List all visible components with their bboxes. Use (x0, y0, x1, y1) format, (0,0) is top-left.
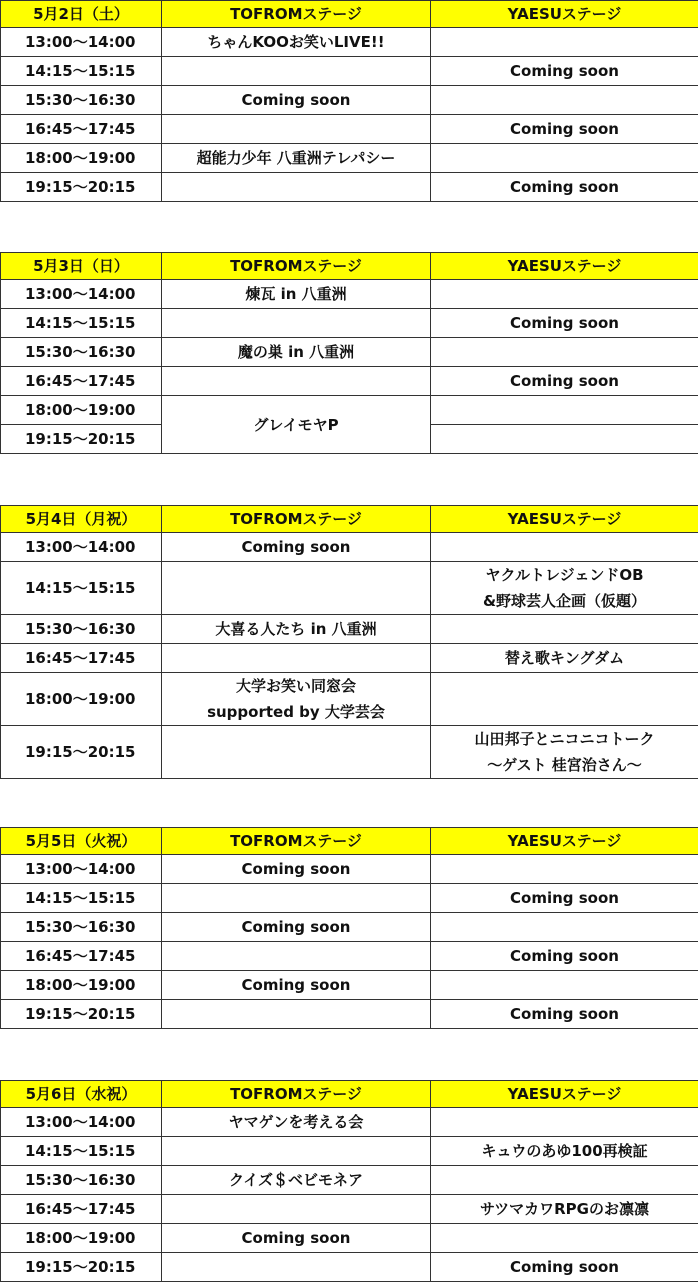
table-row (1, 855, 698, 884)
table-row (1, 1166, 698, 1195)
table-row (1, 115, 698, 144)
yaesu-event-title: Coming soon (431, 943, 698, 969)
tofrom-stage-cell (162, 1166, 431, 1195)
time-slot: 13:00～14:00 (1, 28, 162, 57)
day-schedule-table (0, 827, 698, 1029)
yaesu-event-title: サツマカワRPGのお凛凛 (431, 1196, 698, 1222)
time-slot: 16:45～17:45 (1, 942, 162, 971)
tofrom-stage-header: TOFROMステージ (162, 506, 431, 533)
tofrom-stage-cell (162, 1253, 431, 1282)
tofrom-stage-cell (162, 726, 431, 779)
tofrom-stage-cell (162, 1000, 431, 1029)
yaesu-stage-header: YAESUステージ (431, 1, 698, 28)
table-row (1, 280, 698, 309)
table-row (1, 884, 698, 913)
tofrom-event-title: Coming soon (162, 972, 430, 998)
tofrom-event-title: ちゃんKOOお笑いLIVE!! (162, 29, 430, 55)
table-row (1, 367, 698, 396)
tofrom-stage-cell (162, 971, 431, 1000)
yaesu-event-title: Coming soon (431, 116, 698, 142)
tofrom-stage-cell (162, 144, 431, 173)
table-row (1, 644, 698, 673)
yaesu-stage-header: YAESUステージ (431, 828, 698, 855)
tofrom-event-title: 魔の巣 in 八重洲 (162, 339, 430, 365)
tofrom-event-title: Coming soon (162, 87, 430, 113)
time-slot: 16:45～17:45 (1, 367, 162, 396)
tofrom-event-title: ヤマゲンを考える会 (162, 1109, 430, 1135)
yaesu-stage-cell (431, 533, 698, 562)
yaesu-event-title: &野球芸人企画（仮題） (431, 588, 698, 614)
table-row (1, 1137, 698, 1166)
yaesu-stage-cell (431, 942, 698, 971)
yaesu-stage-header: YAESUステージ (431, 506, 698, 533)
table-row (1, 144, 698, 173)
yaesu-event-title: キュウのあゆ100再検証 (431, 1138, 698, 1164)
time-slot: 13:00～14:00 (1, 280, 162, 309)
yaesu-event-title: Coming soon (431, 58, 698, 84)
time-slot: 14:15～15:15 (1, 309, 162, 338)
time-slot: 14:15～15:15 (1, 57, 162, 86)
yaesu-stage-cell (431, 173, 698, 202)
table-row (1, 309, 698, 338)
yaesu-stage-cell (431, 1195, 698, 1224)
table-row (1, 396, 698, 425)
yaesu-event-title: Coming soon (431, 368, 698, 394)
yaesu-stage-cell (431, 971, 698, 1000)
yaesu-event-title: Coming soon (431, 310, 698, 336)
table-header-row (1, 506, 698, 533)
yaesu-stage-cell (431, 280, 698, 309)
table-row (1, 942, 698, 971)
yaesu-stage-cell (431, 115, 698, 144)
yaesu-stage-header: YAESUステージ (431, 1081, 698, 1108)
yaesu-event-title: Coming soon (431, 885, 698, 911)
tofrom-stage-cell (162, 367, 431, 396)
yaesu-stage-cell (431, 913, 698, 942)
tofrom-event-title: 煉瓦 in 八重洲 (162, 281, 430, 307)
day-schedule-table (0, 1080, 698, 1282)
tofrom-event-title: グレイモヤP (162, 412, 430, 438)
time-slot: 14:15～15:15 (1, 562, 162, 615)
day-schedule-table (0, 0, 698, 202)
table-row (1, 173, 698, 202)
tofrom-stage-cell (162, 1108, 431, 1137)
yaesu-stage-cell (431, 86, 698, 115)
time-slot: 19:15～20:15 (1, 425, 162, 454)
time-slot: 19:15～20:15 (1, 1000, 162, 1029)
table-row (1, 562, 698, 615)
table-row (1, 1000, 698, 1029)
yaesu-stage-cell (431, 1108, 698, 1137)
yaesu-stage-cell (431, 57, 698, 86)
table-row (1, 1253, 698, 1282)
time-slot: 19:15～20:15 (1, 1253, 162, 1282)
table-header-row (1, 828, 698, 855)
yaesu-stage-cell (431, 673, 698, 726)
tofrom-stage-cell (162, 562, 431, 615)
table-header-row (1, 1, 698, 28)
tofrom-event-title: Coming soon (162, 856, 430, 882)
time-slot: 18:00～19:00 (1, 971, 162, 1000)
yaesu-stage-cell (431, 1000, 698, 1029)
yaesu-stage-cell (431, 309, 698, 338)
yaesu-stage-cell (431, 1253, 698, 1282)
tofrom-event-title: クイズ＄ベビモネア (162, 1167, 430, 1193)
time-slot: 19:15～20:15 (1, 173, 162, 202)
tofrom-stage-cell (162, 115, 431, 144)
yaesu-stage-cell (431, 644, 698, 673)
tofrom-stage-header: TOFROMステージ (162, 1, 431, 28)
day-schedule-table (0, 505, 698, 779)
yaesu-stage-cell (431, 338, 698, 367)
table-row (1, 673, 698, 726)
yaesu-stage-cell (431, 1166, 698, 1195)
tofrom-stage-cell (162, 86, 431, 115)
tofrom-stage-header: TOFROMステージ (162, 828, 431, 855)
yaesu-stage-cell (431, 144, 698, 173)
time-slot: 18:00～19:00 (1, 673, 162, 726)
table-row (1, 913, 698, 942)
time-slot: 15:30～16:30 (1, 913, 162, 942)
yaesu-event-title: Coming soon (431, 1001, 698, 1027)
time-slot: 16:45～17:45 (1, 1195, 162, 1224)
tofrom-event-title: 超能力少年 八重洲テレパシー (162, 145, 430, 171)
tofrom-stage-cell (162, 1195, 431, 1224)
tofrom-stage-cell (162, 28, 431, 57)
yaesu-stage-header: YAESUステージ (431, 253, 698, 280)
yaesu-stage-cell (431, 562, 698, 615)
tofrom-event-title: Coming soon (162, 914, 430, 940)
yaesu-event-title: 替え歌キングダム (431, 645, 698, 671)
tofrom-stage-cell (162, 57, 431, 86)
tofrom-stage-cell (162, 942, 431, 971)
tofrom-stage-header: TOFROMステージ (162, 253, 431, 280)
time-slot: 15:30～16:30 (1, 86, 162, 115)
time-slot: 13:00～14:00 (1, 855, 162, 884)
tofrom-event-title: 大喜る人たち in 八重洲 (162, 616, 430, 642)
yaesu-stage-cell (431, 425, 698, 454)
tofrom-event-title: Coming soon (162, 1225, 430, 1251)
time-slot: 18:00～19:00 (1, 1224, 162, 1253)
time-slot: 13:00～14:00 (1, 1108, 162, 1137)
tofrom-stage-cell (162, 855, 431, 884)
time-slot: 15:30～16:30 (1, 615, 162, 644)
time-slot: 16:45～17:45 (1, 115, 162, 144)
tofrom-stage-cell (162, 173, 431, 202)
yaesu-stage-cell (431, 1137, 698, 1166)
table-row (1, 28, 698, 57)
yaesu-stage-cell (431, 1224, 698, 1253)
tofrom-stage-cell (162, 615, 431, 644)
yaesu-stage-cell (431, 726, 698, 779)
table-row (1, 338, 698, 367)
table-row (1, 971, 698, 1000)
time-slot: 14:15～15:15 (1, 884, 162, 913)
time-slot: 13:00～14:00 (1, 533, 162, 562)
tofrom-stage-cell (162, 1137, 431, 1166)
table-row (1, 615, 698, 644)
tofrom-stage-cell (162, 1224, 431, 1253)
tofrom-event-title: 大学お笑い同窓会 (162, 673, 430, 699)
date-header: 5月5日（火祝） (1, 828, 162, 855)
tofrom-stage-cell (162, 644, 431, 673)
table-row (1, 86, 698, 115)
table-row (1, 726, 698, 779)
yaesu-event-title: Coming soon (431, 1254, 698, 1280)
table-row (1, 1195, 698, 1224)
table-row (1, 1224, 698, 1253)
time-slot: 15:30～16:30 (1, 1166, 162, 1195)
table-row (1, 57, 698, 86)
tofrom-stage-cell (162, 280, 431, 309)
tofrom-stage-cell (162, 309, 431, 338)
table-row (1, 1108, 698, 1137)
time-slot: 16:45～17:45 (1, 644, 162, 673)
yaesu-event-title: 山田邦子とニコニコトーク (431, 726, 698, 752)
yaesu-event-title: Coming soon (431, 174, 698, 200)
yaesu-stage-cell (431, 28, 698, 57)
date-header: 5月6日（水祝） (1, 1081, 162, 1108)
table-header-row (1, 1081, 698, 1108)
table-header-row (1, 253, 698, 280)
time-slot: 19:15～20:15 (1, 726, 162, 779)
yaesu-stage-cell (431, 884, 698, 913)
time-slot: 18:00～19:00 (1, 144, 162, 173)
time-slot: 18:00～19:00 (1, 396, 162, 425)
tofrom-stage-header: TOFROMステージ (162, 1081, 431, 1108)
tofrom-stage-cell (162, 673, 431, 726)
day-schedule-table (0, 252, 698, 454)
date-header: 5月2日（土） (1, 1, 162, 28)
yaesu-stage-cell (431, 367, 698, 396)
table-row (1, 533, 698, 562)
yaesu-event-title: ヤクルトレジェンドOB (431, 562, 698, 588)
time-slot: 14:15～15:15 (1, 1137, 162, 1166)
tofrom-stage-cell (162, 533, 431, 562)
yaesu-stage-cell (431, 615, 698, 644)
yaesu-stage-cell (431, 855, 698, 884)
tofrom-stage-cell (162, 884, 431, 913)
yaesu-stage-cell (431, 396, 698, 425)
tofrom-stage-cell (162, 338, 431, 367)
date-header: 5月3日（日） (1, 253, 162, 280)
tofrom-stage-cell (162, 396, 431, 454)
tofrom-event-title: Coming soon (162, 534, 430, 560)
date-header: 5月4日（月祝） (1, 506, 162, 533)
time-slot: 15:30～16:30 (1, 338, 162, 367)
tofrom-event-title: supported by 大学芸会 (162, 699, 430, 725)
tofrom-stage-cell (162, 913, 431, 942)
yaesu-event-title: ～ゲスト 桂宮治さん～ (431, 752, 698, 778)
